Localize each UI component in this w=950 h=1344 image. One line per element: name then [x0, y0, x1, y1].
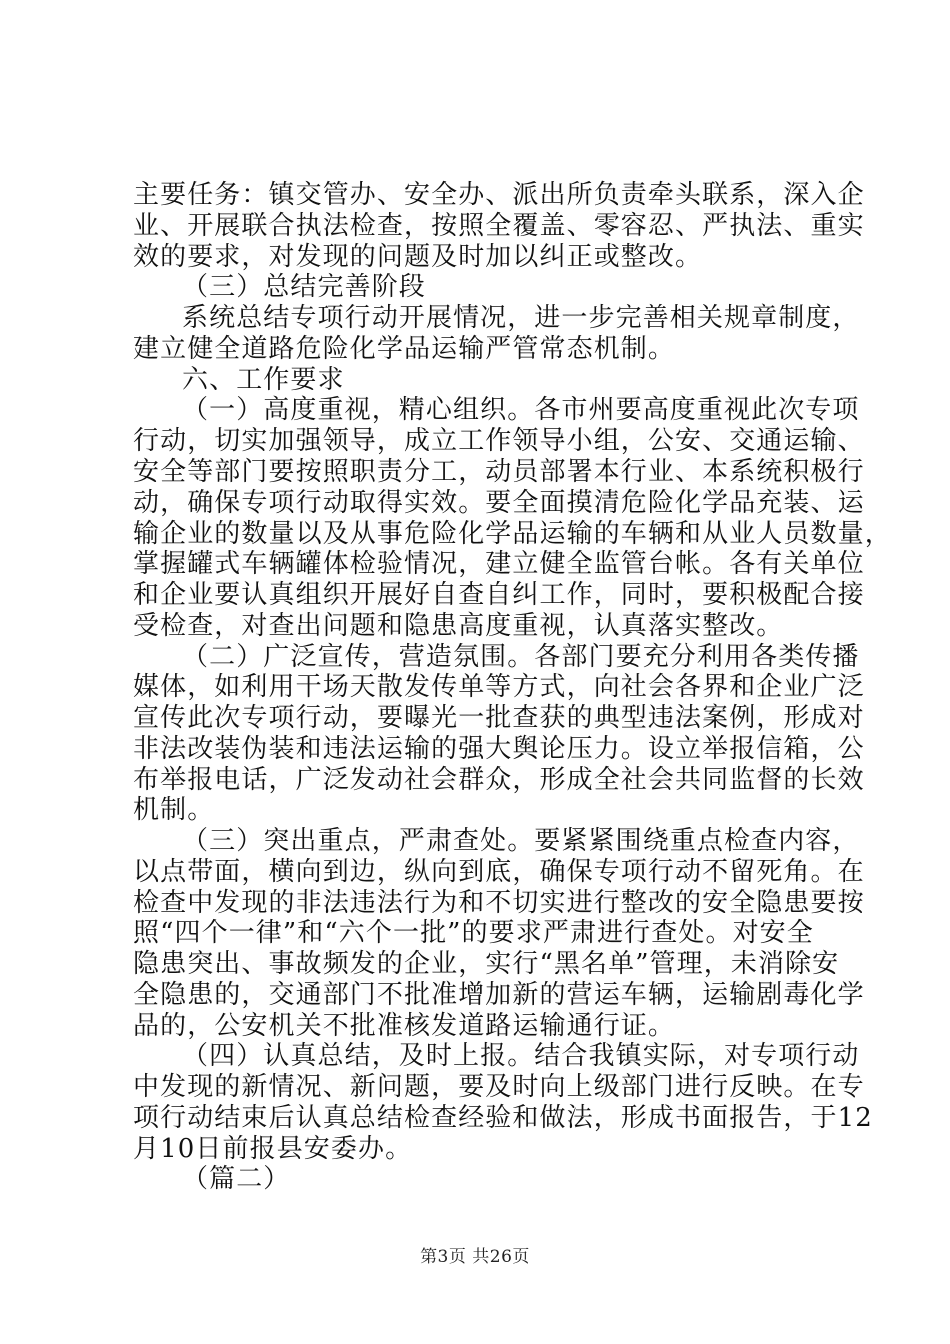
text-line: （三）突出重点，严肃查处。要紧紧围绕重点检查内容，	[182, 826, 860, 856]
section-heading: （三）总结完善阶段	[182, 272, 426, 302]
text-line: （二）广泛宣传，营造氛围。各部门要充分利用各类传播	[182, 642, 860, 672]
text-line: 机制。	[133, 795, 215, 825]
text-line: 月10日前报县安委办。	[133, 1134, 413, 1164]
text-line: 动，确保专项行动取得实效。要全面摸清危险化学品充装、运	[133, 488, 865, 518]
page-number-footer: 第3页 共26页	[420, 1247, 530, 1267]
section-heading: （篇二）	[182, 1164, 291, 1194]
text-line: 主要任务：镇交管办、安全办、派出所负责牵头联系，深入企	[133, 180, 865, 210]
text-line: 业、开展联合执法检查，按照全覆盖、零容忍、严执法、重实	[133, 211, 865, 241]
text-line: 照“四个一律”和“六个一批”的要求严肃进行查处。对安全	[133, 918, 814, 948]
text-line: （一）高度重视，精心组织。各市州要高度重视此次专项	[182, 395, 860, 425]
text-line: 布举报电话，广泛发动社会群众，形成全社会共同监督的长效	[133, 765, 865, 795]
text-line: 品的，公安机关不批准核发道路运输通行证。	[133, 1011, 676, 1041]
text-line: 系统总结专项行动开展情况，进一步完善相关规章制度，	[182, 303, 860, 333]
text-line: 全隐患的，交通部门不批准增加新的营运车辆，运输剧毒化学	[133, 980, 865, 1010]
text-line: 掌握罐式车辆罐体检验情况，建立健全监管台帐。各有关单位	[133, 549, 865, 579]
text-line: 宣传此次专项行动，要曝光一批查获的典型违法案例，形成对	[133, 703, 865, 733]
text-line: 检查中发现的非法违法行为和不切实进行整改的安全隐患要按	[133, 888, 865, 918]
text-line: 安全等部门要按照职责分工，动员部署本行业、本系统积极行	[133, 457, 865, 487]
text-line: 受检查，对查出问题和隐患高度重视，认真落实整改。	[133, 611, 784, 641]
text-line: 效的要求，对发现的问题及时加以纠正或整改。	[133, 242, 703, 272]
text-line: 媒体，如利用干场天散发传单等方式，向社会各界和企业广泛	[133, 672, 865, 702]
text-line: 行动，切实加强领导，成立工作领导小组，公安、交通运输、	[133, 426, 865, 456]
section-heading: 六、工作要求	[182, 365, 345, 395]
text-line: 以点带面，横向到边，纵向到底，确保专项行动不留死角。在	[133, 857, 865, 887]
text-line: 输企业的数量以及从事危险化学品运输的车辆和从业人员数量，	[133, 519, 892, 549]
text-line: 非法改装伪装和违法运输的强大舆论压力。设立举报信箱，公	[133, 734, 865, 764]
text-line: （四）认真总结，及时上报。结合我镇实际，对专项行动	[182, 1041, 860, 1071]
text-line: 中发现的新情况、新问题，要及时向上级部门进行反映。在专	[133, 1072, 865, 1102]
text-line: 建立健全道路危险化学品运输严管常态机制。	[133, 334, 676, 364]
text-line: 项行动结束后认真总结检查经验和做法，形成书面报告，于12	[133, 1103, 873, 1133]
text-line: 隐患突出、事故频发的企业，实行“黑名单”管理，未消除安	[133, 949, 840, 979]
text-line: 和企业要认真组织开展好自查自纠工作，同时，要积极配合接	[133, 580, 865, 610]
